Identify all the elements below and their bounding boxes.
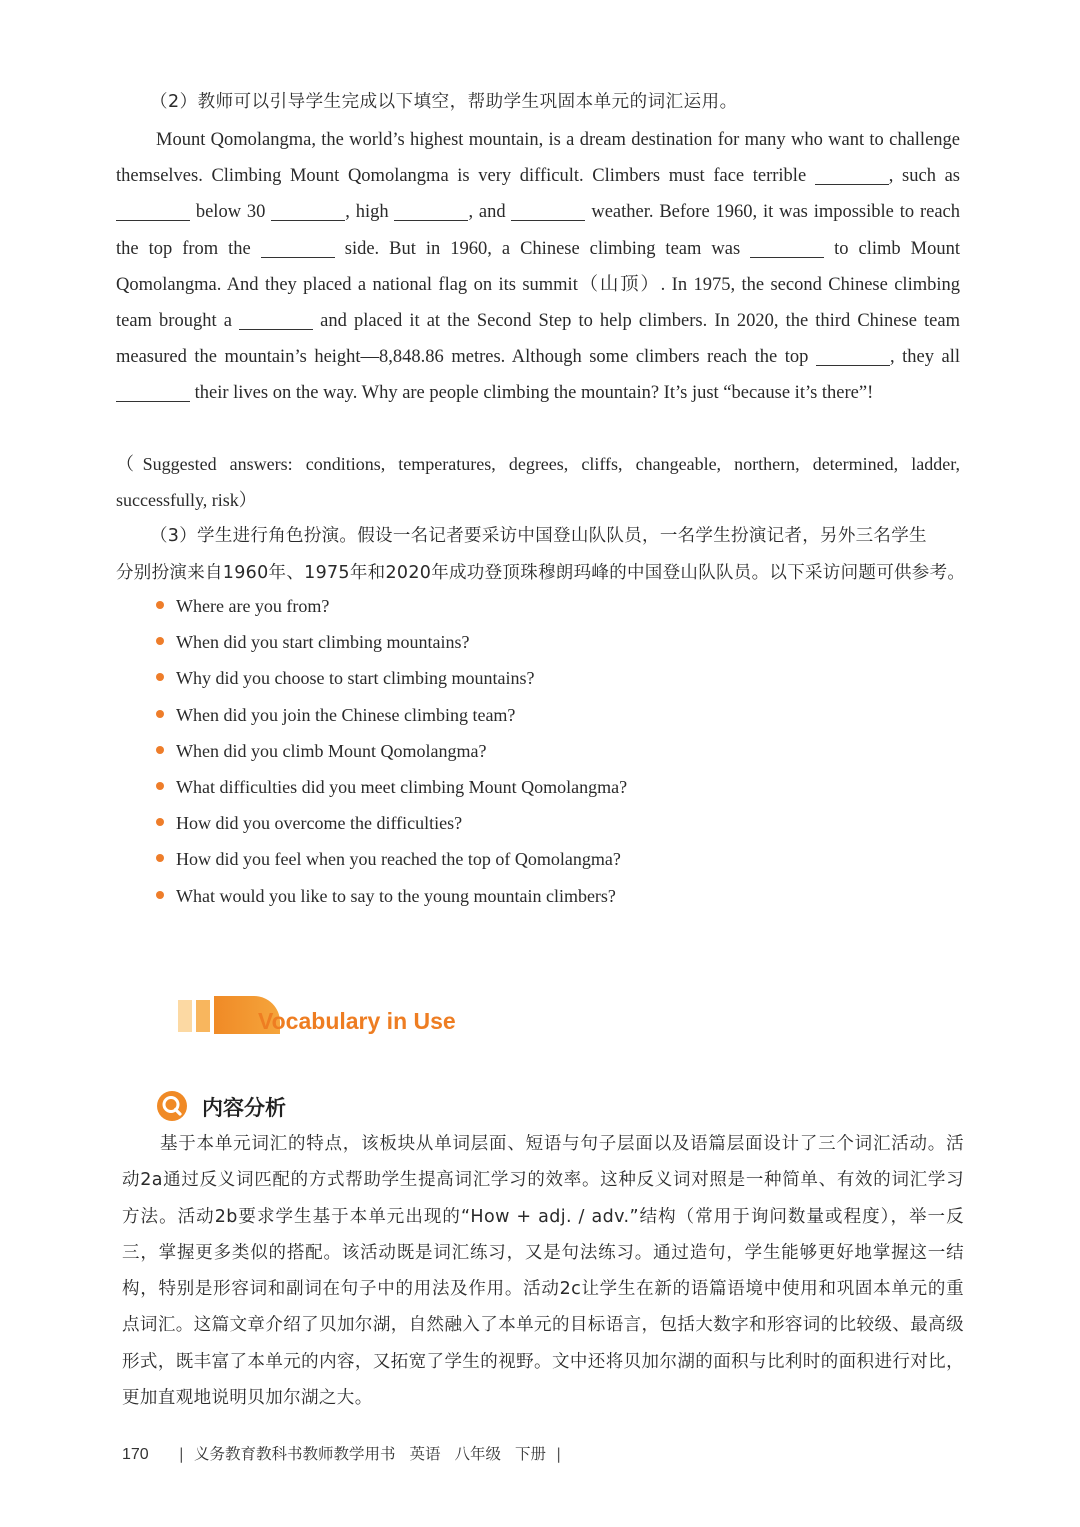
blank-10[interactable] bbox=[116, 381, 190, 402]
question-text: Why did you choose to start climbing mountains? bbox=[176, 668, 535, 689]
banner-stripe bbox=[196, 1000, 210, 1032]
bullet-dot-icon bbox=[156, 673, 164, 681]
list-item bbox=[154, 878, 914, 914]
cloze-passage bbox=[116, 122, 960, 412]
cloze-text: weather. Before 1960, it was impossible to reach the top from the bbox=[116, 202, 960, 259]
blank-6[interactable] bbox=[261, 237, 335, 258]
bullet-dot-icon bbox=[156, 746, 164, 754]
cloze-text: Mount Qomolangma, the world’s highest mountain, is a dream destination for many who want to challenge themselves. Climbing Mount Qomolangma is very difficult. Climbers must face terrible bbox=[116, 130, 960, 187]
list-item bbox=[154, 660, 914, 696]
blank-2[interactable] bbox=[116, 200, 190, 221]
list-item bbox=[154, 624, 914, 660]
interview-questions bbox=[154, 588, 914, 914]
suggested-answers: （Suggested answers: conditions, temperatures, degrees, cliffs, changeable, northern, determined, ladder, successfully, risk） bbox=[116, 454, 960, 511]
divider: | bbox=[178, 1445, 184, 1463]
cloze-text: , such as bbox=[888, 166, 960, 187]
blank-3[interactable] bbox=[271, 200, 345, 221]
question-text: How did you feel when you reached the top of Qomolangma? bbox=[176, 849, 621, 870]
list-item bbox=[154, 841, 914, 877]
banner-stripe bbox=[178, 1000, 192, 1032]
question-text: Where are you from? bbox=[176, 596, 330, 616]
bullet-dot-icon bbox=[156, 710, 164, 718]
grade: 八年级 bbox=[454, 1445, 501, 1463]
section2-intro: （2）教师可以引导学生完成以下填空，帮助学生巩固本单元的词汇运用。 bbox=[150, 92, 738, 112]
list-item bbox=[154, 805, 914, 841]
cloze-text: , and bbox=[468, 202, 512, 223]
list-item bbox=[154, 769, 914, 805]
subject: 英语 bbox=[409, 1445, 441, 1463]
analysis-title: 内容分析 bbox=[202, 1096, 286, 1120]
blank-5[interactable] bbox=[511, 200, 585, 221]
vocabulary-title: Vocabulary in Use bbox=[258, 1008, 456, 1034]
bullet-dot-icon bbox=[156, 601, 164, 609]
cloze-text: their lives on the way. Why are people climbing the mountain? It’s just “because it’s there”! bbox=[190, 383, 874, 404]
section3-intro bbox=[116, 518, 966, 591]
question-text: What would you like to say to the young mountain climbers? bbox=[176, 885, 616, 906]
question-text: When did you start climbing mountains? bbox=[176, 632, 470, 653]
list-item bbox=[154, 588, 914, 624]
bullet-dot-icon bbox=[156, 637, 164, 645]
book-title: 义务教育教科书教师教学用书 bbox=[193, 1445, 396, 1463]
blank-7[interactable] bbox=[750, 237, 824, 258]
cloze-text: and placed it at the Second Step to help climbers. In 2020, the third Chinese team measured the mountain’s height—8,848.86 metres. Although some climbers reach the top bbox=[116, 311, 960, 368]
bullet-dot-icon bbox=[156, 782, 164, 790]
cloze-text: , high bbox=[345, 202, 395, 223]
blank-8[interactable] bbox=[239, 309, 313, 330]
question-text: When did you join the Chinese climbing team? bbox=[176, 704, 516, 725]
blank-1[interactable] bbox=[815, 164, 889, 185]
question-text: What difficulties did you meet climbing Mount Qomolangma? bbox=[176, 776, 628, 797]
analysis-body bbox=[122, 1126, 964, 1416]
blank-4[interactable] bbox=[394, 200, 468, 221]
bullet-dot-icon bbox=[156, 818, 164, 826]
cloze-text: , they all bbox=[889, 347, 960, 368]
bullet-dot-icon bbox=[156, 891, 164, 899]
cloze-text: to climb Mount Qomolangma. And they placed a national flag on its summit（山顶）. In 1975, the second Chinese climbing team brought a bbox=[116, 238, 960, 332]
divider: | bbox=[556, 1445, 562, 1463]
volume: 下册 bbox=[514, 1445, 546, 1463]
question-text: When did you climb Mount Qomolangma? bbox=[176, 740, 487, 761]
cloze-text: below 30 bbox=[190, 202, 272, 223]
page-footer bbox=[122, 1442, 571, 1464]
bullet-dot-icon bbox=[156, 854, 164, 862]
page-number: 170 bbox=[122, 1446, 149, 1463]
list-item bbox=[154, 733, 914, 769]
list-item bbox=[154, 697, 914, 733]
section3-intro-line: 分别扮演来自1960年、1975年和2020年成功登顶珠穆朗玛峰的中国登山队队员。以下采访问题可供参考。 bbox=[116, 562, 966, 583]
blank-9[interactable] bbox=[816, 345, 890, 366]
section3-intro-line: （3）学生进行角色扮演。假设一名记者要采访中国登山队队员，一名学生扮演记者，另外三名学生 bbox=[150, 526, 927, 546]
question-text: How did you overcome the difficulties? bbox=[176, 813, 463, 834]
vocabulary-banner bbox=[178, 996, 498, 1040]
magnifier-icon bbox=[156, 1090, 188, 1122]
analysis-paragraph: 基于本单元词汇的特点，该板块从单词层面、短语与句子层面以及语篇层面设计了三个词汇活动。活动2a通过反义词匹配的方式帮助学生提高词汇学习的效率。这种反义词对照是一种简单、有效的词汇学习方法。活动2b要求学生基于本单元出现的“How + adj. / adv.”结构（常用于询问数量或程度），举一反三，掌握更多类似的搭配。该活动既是词汇练习，又是句法练习。通过造句，学生能够更好地掌握这一结构，特别是形容词和副词在句子中的用法及作用。活动2c让学生在新的语篇语境中使用和巩固本单元的重点词汇。这篇文章介绍了贝加尔湖，自然融入了本单元的目标语言，包括大数字和形容词的比较级、最高级形式，既丰富了本单元的内容，又拓宽了学生的视野。文中还将贝加尔湖的面积与比利时的面积进行对比，更加直观地说明贝加尔湖之大。 bbox=[122, 1134, 964, 1409]
cloze-text: side. But in 1960, a Chinese climbing team was bbox=[334, 238, 751, 259]
